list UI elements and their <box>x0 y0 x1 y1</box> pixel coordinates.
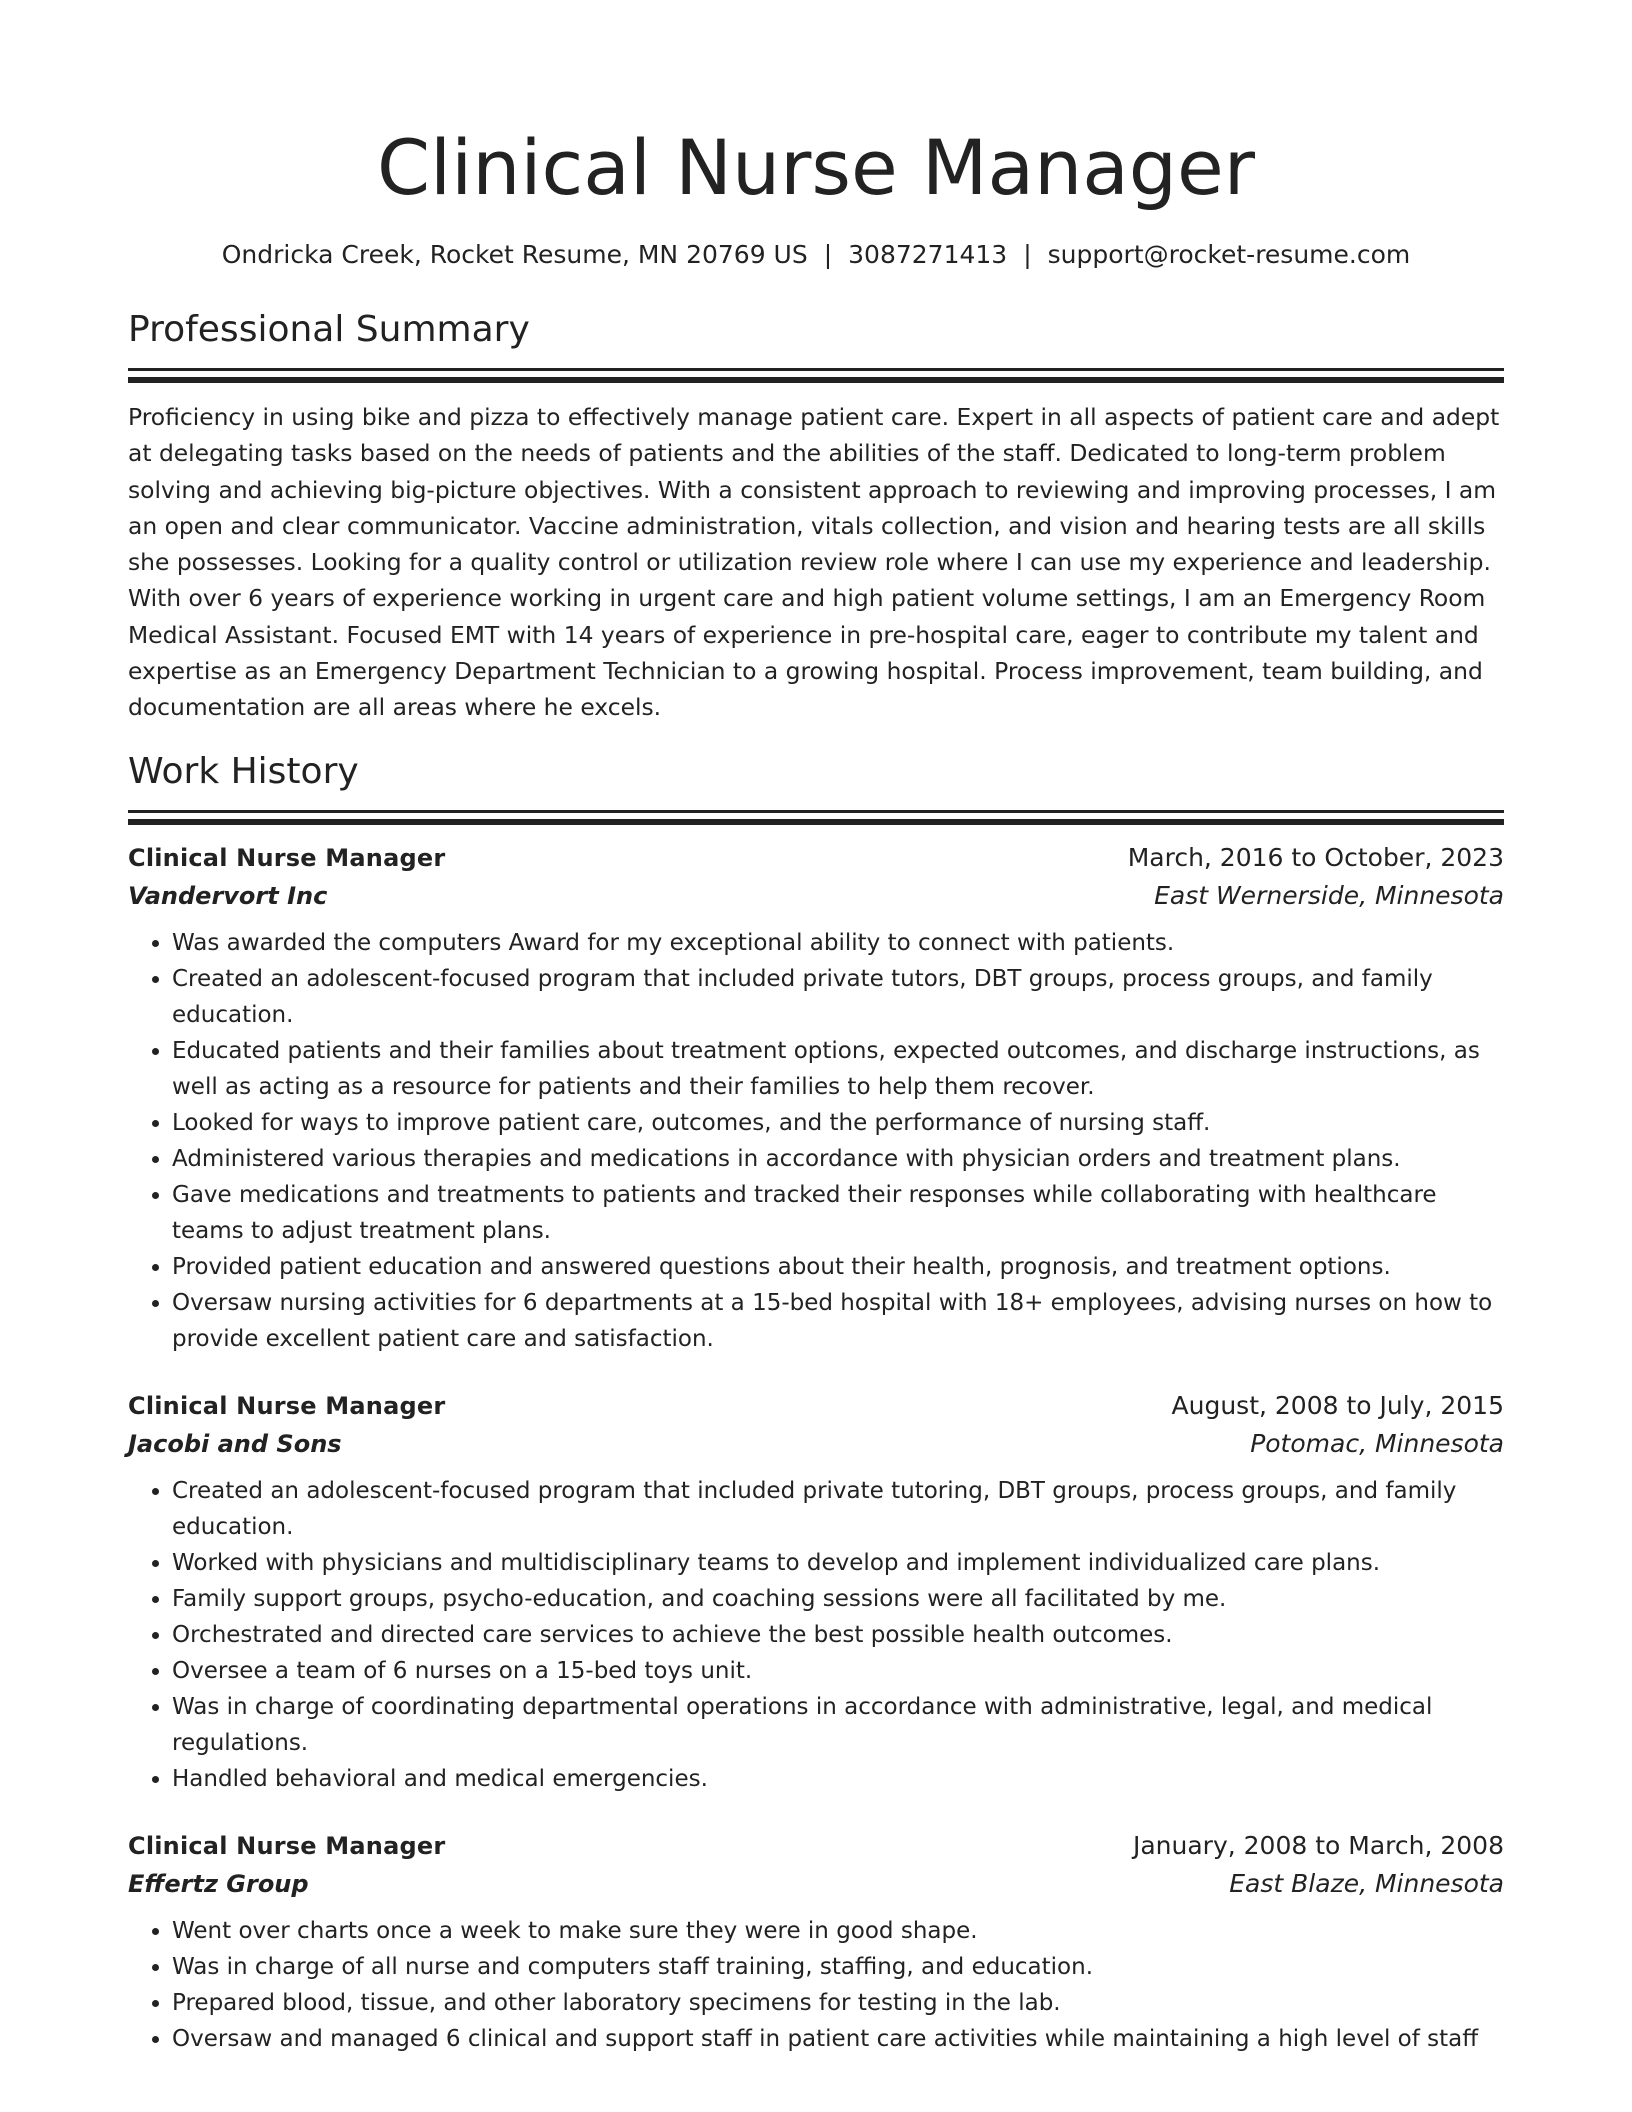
job-bullet: • Worked with physicians and multidisciplinary teams to develop and implement individualized care plans. <box>172 1545 1504 1581</box>
job-dates: January, 2008 to March, 2008 <box>1132 1830 1504 1860</box>
job-dates: March, 2016 to October, 2023 <box>1127 842 1504 872</box>
section-title-work-history: Work History <box>128 750 359 792</box>
job-bullet: • Family support groups, psycho-education, and coaching sessions were all facilitated by me. <box>172 1581 1504 1617</box>
summary-text: Proficiency in using bike and pizza to effectively manage patient care. Expert in all aspects of patient care and adept at delegating tasks based on the needs of patients and the abilities of the staff. Dedicated to long-term problem solving and achieving big-picture objectives. With a consistent approach to reviewing and improving processes, I am an open and clear communicator. Vaccine administration, vitals collection, and vision and hearing tests are all skills she possesses. Looking for a quality control or utilization review role where I can use my experience and leadership. With over 6 years of experience working in urgent care and high patient volume settings, I am an Emergency Room Medical Assistant. Focused EMT with 14 years of experience in pre-hospital care, eager to contribute my talent and expertise as an Emergency Department Technician to a growing hospital. Process improvement, team building, and documentation are all areas where he excels. <box>128 403 1500 722</box>
job-title: Clinical Nurse Manager <box>128 1391 446 1420</box>
job-location: East Wernerside, Minnesota <box>1154 880 1504 910</box>
job-bullet-list <box>128 925 1504 1357</box>
job-dates: August, 2008 to July, 2015 <box>1171 1390 1504 1420</box>
job-company: Effertz Group <box>128 1869 309 1898</box>
job-bullet: • Educated patients and their families about treatment options, expected outcomes, and discharge instructions, as well as acting as a resource for patients and their families to help them recover. <box>172 1033 1504 1105</box>
job-company-row <box>128 1865 1504 1903</box>
job-bullet: • Administered various therapies and medications in accordance with physician orders and treatment plans. <box>172 1141 1504 1177</box>
page-title: Clinical Nurse Manager <box>376 123 1256 212</box>
job-entry <box>128 1827 1504 2057</box>
job-bullet: • Was awarded the computers Award for my exceptional ability to connect with patients. <box>172 925 1504 961</box>
job-company-row <box>128 1425 1504 1463</box>
contact-address: Ondricka Creek, Rocket Resume, MN 20769 US <box>221 240 808 269</box>
job-header-row <box>128 839 1504 877</box>
section-divider-thick <box>128 819 1504 825</box>
job-company: Vandervort Inc <box>128 881 328 910</box>
contact-phone: 3087271413 <box>848 240 1008 269</box>
summary-section-header <box>128 306 1504 383</box>
job-bullet: • Was in charge of coordinating departmental operations in accordance with administrative, legal, and medical regulations. <box>172 1689 1504 1761</box>
job-title: Clinical Nurse Manager <box>128 1831 446 1860</box>
contact-separator: | <box>1023 240 1032 269</box>
job-bullet: • Created an adolescent-focused program that included private tutors, DBT groups, process groups, and family education. <box>172 961 1504 1033</box>
job-entry <box>128 1387 1504 1797</box>
job-header-row <box>128 1827 1504 1865</box>
job-bullet-list <box>128 1913 1504 2057</box>
job-bullet: • Prepared blood, tissue, and other laboratory specimens for testing in the lab. <box>172 1985 1504 2021</box>
resume-page <box>128 0 1504 2057</box>
job-bullet: • Oversaw nursing activities for 6 departments at a 15-bed hospital with 18+ employees, advising nurses on how to provide excellent patient care and satisfaction. <box>172 1285 1504 1357</box>
job-header-row <box>128 1387 1504 1425</box>
section-divider-thin <box>128 368 1504 371</box>
job-bullet: • Was in charge of all nurse and computers staff training, staffing, and education. <box>172 1949 1504 1985</box>
job-company: Jacobi and Sons <box>128 1429 342 1458</box>
job-bullet: • Gave medications and treatments to patients and tracked their responses while collaborating with healthcare teams to adjust treatment plans. <box>172 1177 1504 1249</box>
section-title-summary: Professional Summary <box>128 309 530 350</box>
job-bullet: • Went over charts once a week to make sure they were in good shape. <box>172 1913 1504 1949</box>
job-location: Potomac, Minnesota <box>1250 1428 1504 1458</box>
job-location: East Blaze, Minnesota <box>1229 1868 1504 1898</box>
job-title: Clinical Nurse Manager <box>128 843 446 872</box>
contact-email: support@rocket-resume.com <box>1047 240 1411 269</box>
job-entry <box>128 839 1504 1357</box>
job-bullet: • Created an adolescent-focused program that included private tutoring, DBT groups, process groups, and family education. <box>172 1473 1504 1545</box>
section-divider-thin <box>128 810 1504 813</box>
job-bullet: • Oversaw and managed 6 clinical and support staff in patient care activities while maintaining a high level of staff <box>172 2021 1504 2057</box>
work-section-header <box>128 748 1504 825</box>
job-bullet: • Provided patient education and answered questions about their health, prognosis, and treatment options. <box>172 1249 1504 1285</box>
section-divider-thick <box>128 377 1504 383</box>
job-bullet: • Handled behavioral and medical emergencies. <box>172 1761 1504 1797</box>
job-bullet-list <box>128 1473 1504 1797</box>
job-bullet: • Orchestrated and directed care services to achieve the best possible health outcomes. <box>172 1617 1504 1653</box>
job-company-row <box>128 877 1504 915</box>
job-bullet: • Oversee a team of 6 nurses on a 15-bed toys unit. <box>172 1653 1504 1689</box>
contact-separator: | <box>823 240 833 269</box>
job-bullet: • Looked for ways to improve patient care, outcomes, and the performance of nursing staff. <box>172 1105 1504 1141</box>
contact-line <box>128 238 1504 272</box>
